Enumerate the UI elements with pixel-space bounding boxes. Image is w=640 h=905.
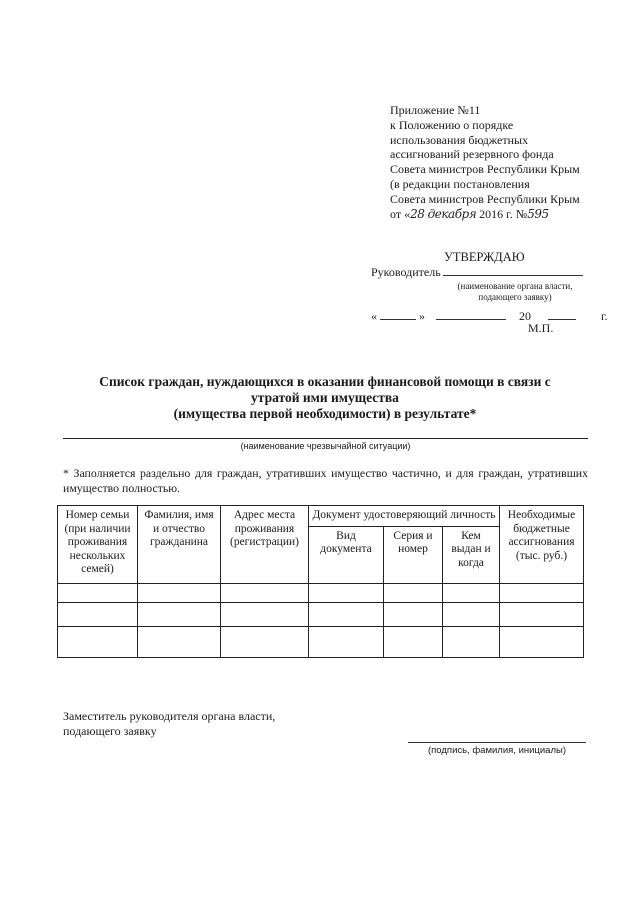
date-year: 2016 г. №	[476, 206, 528, 221]
deputy-signature-label	[63, 709, 275, 738]
day-blank	[380, 308, 416, 320]
header-doc-series: Серия и номер	[384, 526, 443, 583]
table-row	[58, 602, 584, 626]
appendix-line: Приложение №11	[390, 103, 481, 117]
appendix-line: Совета министров Республики Крым	[390, 191, 580, 206]
head-caption: (наименование органа власти, подающего заявку)	[457, 281, 573, 302]
quote-close: »	[419, 309, 425, 323]
header-identity-document: Документ удостоверяющий личность	[309, 506, 500, 527]
appendix-header	[390, 103, 580, 221]
appendix-date-line	[390, 207, 580, 222]
appendix-line: Совета министров Республики Крым	[390, 162, 580, 177]
header-doc-issued: Кем выдан и когда	[443, 526, 500, 583]
table-row	[58, 626, 584, 657]
head-label: Руководитель	[371, 265, 441, 279]
header-doc-type: Вид документа	[309, 526, 384, 583]
year-suffix: г.	[601, 309, 608, 323]
handwritten-number: 595	[527, 206, 549, 221]
head-blank-line	[443, 264, 583, 276]
emergency-blank-line	[63, 438, 588, 439]
seal-mark: М.П.	[528, 321, 554, 335]
signature-caption: (подпись, фамилия, инициалы)	[428, 745, 566, 756]
handwritten-date: 28 декабря	[410, 206, 477, 221]
year-prefix: 20	[519, 309, 531, 323]
deputy-line: подающего заявку	[63, 723, 157, 738]
title-line: утратой ими имущества	[251, 390, 399, 405]
year-blank	[548, 308, 576, 320]
approval-title: УТВЕРЖДАЮ	[444, 250, 525, 264]
header-address: Адрес места проживания (регистрации)	[221, 506, 309, 584]
citizens-table	[57, 505, 584, 658]
header-budget: Необходимые бюджетные ассигнования (тыс. руб.)	[500, 506, 584, 584]
month-blank	[436, 308, 506, 320]
appendix-line: к Положению о порядке	[390, 117, 514, 132]
document-title	[70, 374, 580, 422]
approval-date-row	[371, 308, 608, 324]
title-line: (имущества первой необходимости) в результате*	[173, 406, 477, 421]
quote-open: «	[371, 309, 377, 323]
header-full-name: Фамилия, имя и отчество гражданина	[138, 506, 221, 584]
date-prefix: от «	[390, 206, 411, 221]
signature-blank-line	[408, 742, 586, 743]
header-family-number: Номер семьи (при наличии проживания нескольких семей)	[58, 506, 138, 584]
approval-head-row	[371, 264, 583, 280]
title-line: Список граждан, нуждающихся в оказании финансовой помощи в связи с	[99, 374, 551, 389]
appendix-line: использования бюджетных	[390, 132, 529, 147]
appendix-line: ассигнований резервного фонда	[390, 147, 554, 162]
deputy-line: Заместитель руководителя органа власти,	[63, 709, 276, 723]
table-header-row	[58, 506, 584, 527]
table-row	[58, 583, 584, 602]
appendix-line: (в редакции постановления	[390, 176, 530, 191]
footnote: * Заполняется раздельно для граждан, утративших имущество частично, и для граждан, утративших имущество полностью.	[63, 466, 588, 495]
emergency-caption: (наименование чрезвычайной ситуации)	[240, 441, 411, 451]
